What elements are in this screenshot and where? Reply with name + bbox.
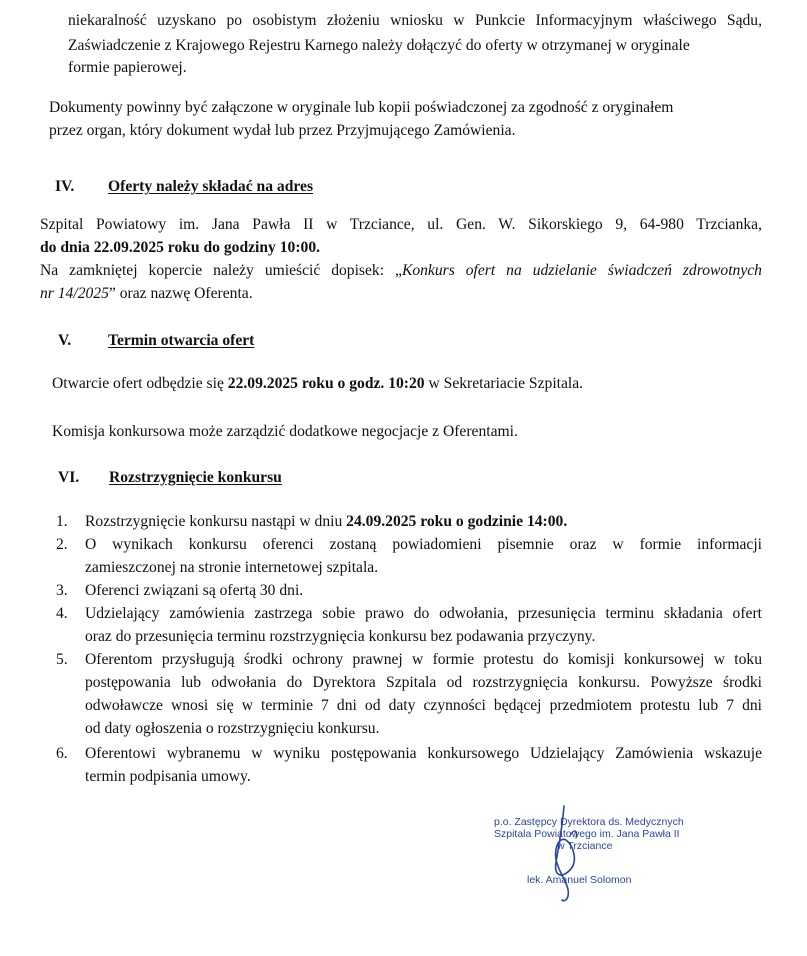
- list-text: Oferenci związani są ofertą 30 dni.: [85, 582, 304, 599]
- list-number: 3.: [56, 582, 68, 599]
- list-number: 1.: [56, 513, 68, 530]
- list-text: termin podpisania umowy.: [85, 768, 251, 785]
- deadline-line: do dnia 22.09.2025 roku do godziny 10:00.: [40, 239, 321, 256]
- stamp-name: lek. Amanuel Solomon: [527, 874, 632, 886]
- envelope-line: [40, 283, 253, 305]
- list-text: [85, 511, 567, 533]
- list-text: O wynikach konkursu oferenci zostaną powiadomieni pisemnie oraz w formie informacji: [85, 536, 762, 553]
- list-text-bold: 24.09.2025 roku o godzinie 14:00.: [346, 513, 568, 530]
- opening-date: 22.09.2025 roku o godz. 10:20: [227, 375, 425, 392]
- envelope-suffix: ” oraz nazwę Oferenta.: [108, 285, 253, 302]
- intro-line: formie papierowej.: [68, 59, 187, 76]
- stamp-line: Szpitala Powiatowego im. Jana Pawła II: [494, 828, 680, 840]
- list-number: 6.: [56, 745, 68, 762]
- list-text-prefix: Rozstrzygnięcie konkursu nastąpi w dniu: [85, 513, 347, 530]
- handwritten-signature: [500, 800, 680, 910]
- list-text: Oferentom przysługują środki ochrony prawnej w formie protestu do komisji konkursowej w toku: [85, 651, 762, 668]
- opening-line: [52, 373, 583, 395]
- list-number: 4.: [56, 605, 68, 622]
- section-number: IV.: [55, 178, 75, 195]
- intro-line: Zaświadczenie z Krajowego Rejestru Karnego należy dołączyć do oferty w otrzymanej w oryginale: [68, 37, 690, 54]
- section-number: V.: [58, 332, 72, 349]
- intro-line: niekaralność uzyskano po osobistym złożeniu wniosku w Punkcie Informacyjnym właściwego Sądu,: [68, 12, 762, 29]
- envelope-prefix: Na zamkniętej kopercie należy umieścić dopisek: „: [40, 262, 402, 279]
- list-text: Udzielający zamówienia zastrzega sobie prawo do odwołania, przesunięcia terminu składania ofert: [85, 605, 762, 622]
- stamp-line: p.o. Zastępcy Dyrektora ds. Medycznych: [494, 816, 684, 828]
- list-text: zamieszczonej na stronie internetowej szpitala.: [85, 559, 379, 576]
- envelope-line: [40, 260, 762, 282]
- envelope-italic: Konkurs ofert na udzielanie świadczeń zdrowotnych: [401, 262, 762, 279]
- section-title: Oferty należy składać na adres: [108, 178, 314, 195]
- list-text: odwoławcze wnosi się w terminie 7 dni od daty czynności będącej przedmiotem protestu lub 7 dni: [85, 697, 762, 714]
- opening-prefix: Otwarcie ofert odbędzie się: [52, 375, 228, 392]
- documents-line: przez organ, który dokument wydał lub przez Przyjmującego Zamówienia.: [49, 122, 516, 139]
- list-text: postępowania lub odwołania do Dyrektora Szpitala od rozstrzygnięcia konkursu. Powyższe środki: [85, 674, 762, 691]
- stamp-line: w Trzciance: [557, 840, 613, 852]
- section-title: Rozstrzygnięcie konkursu: [109, 469, 282, 486]
- list-text: Oferentowi wybranemu w wyniku postępowania konkursowego Udzielający Zamówienia wskazuje: [85, 745, 762, 762]
- envelope-italic: nr 14/2025: [40, 285, 109, 302]
- list-number: 5.: [56, 651, 68, 668]
- list-text: oraz do przesunięcia terminu rozstrzygnięcia konkursu bez podawania przyczyny.: [85, 628, 596, 645]
- opening-suffix: w Sekretariacie Szpitala.: [424, 375, 584, 392]
- list-number: 2.: [56, 536, 68, 553]
- section-number: VI.: [58, 469, 80, 486]
- list-text: od daty ogłoszenia o rozstrzygnięciu konkursu.: [85, 720, 380, 737]
- address-line: Szpital Powiatowy im. Jana Pawła II w Trzciance, ul. Gen. W. Sikorskiego 9, 64-980 Trzcianka,: [40, 216, 762, 233]
- documents-line: Dokumenty powinny być załączone w oryginale lub kopii poświadczonej za zgodność z oryginałem: [49, 99, 674, 116]
- section-title: Termin otwarcia ofert: [108, 332, 255, 349]
- committee-line: Komisja konkursowa może zarządzić dodatkowe negocjacje z Oferentami.: [52, 423, 518, 440]
